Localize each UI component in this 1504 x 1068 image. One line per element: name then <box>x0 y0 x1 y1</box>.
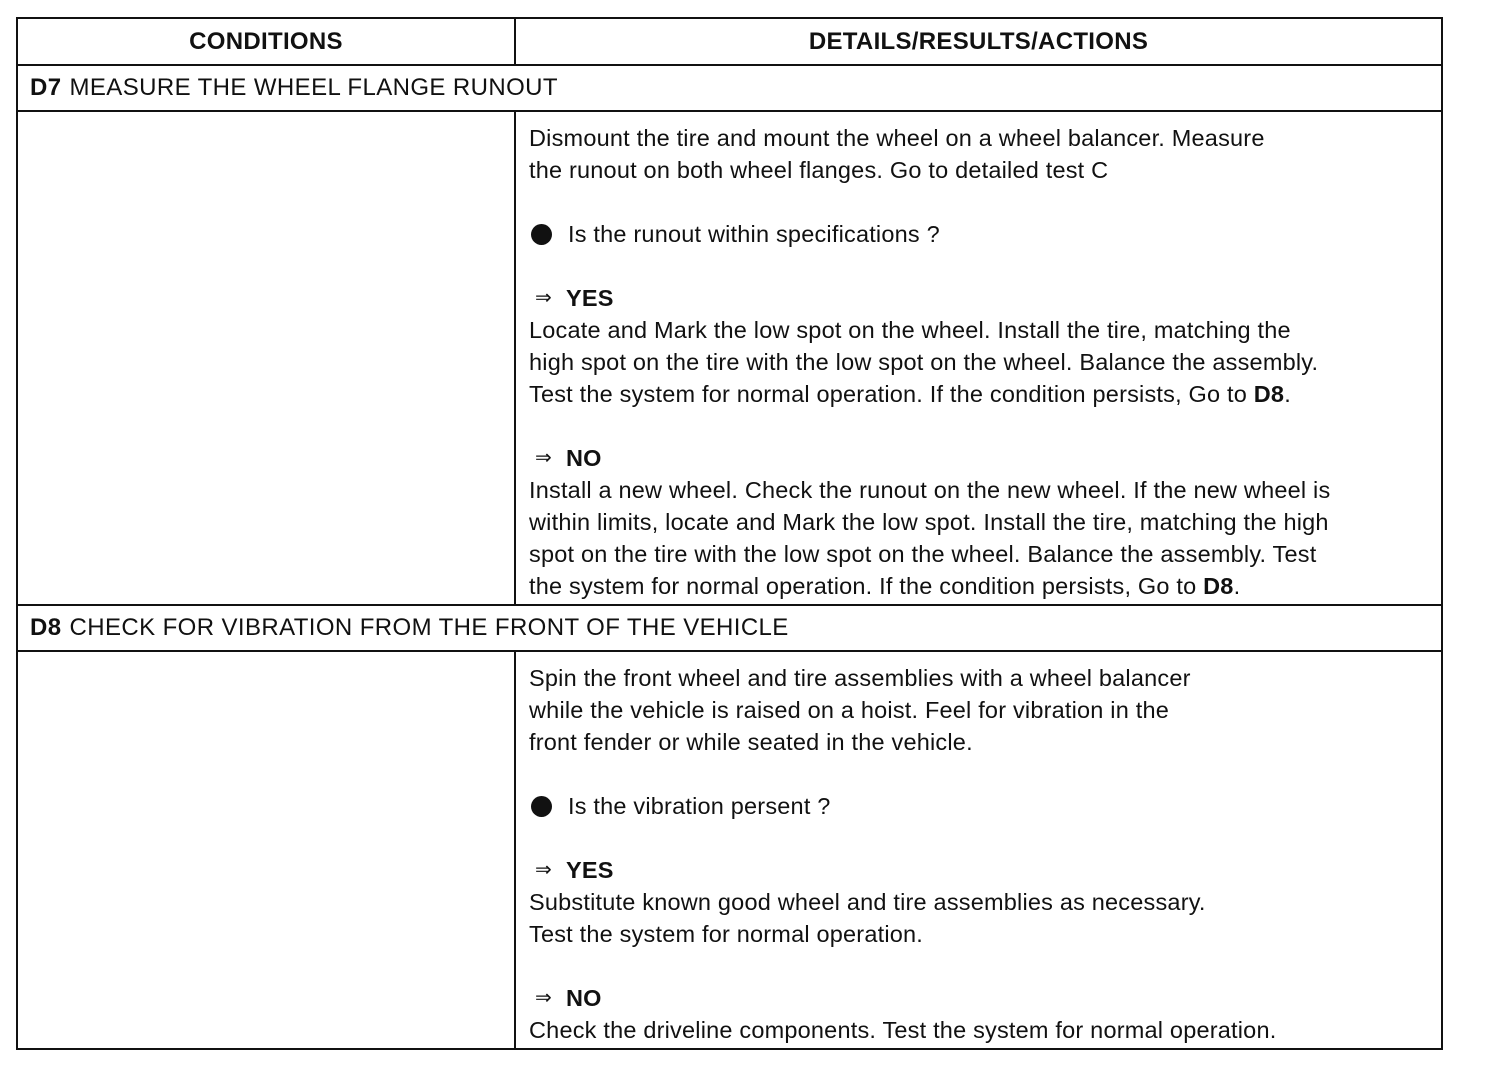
step-reference: D8 <box>1203 573 1234 599</box>
section-heading-d8 <box>18 606 1441 652</box>
no-line: within limits, locate and Mark the low spot. Install the tire, matching the high <box>529 509 1329 535</box>
yes-label: YES <box>565 857 614 883</box>
arrow-icon: ⇒ <box>535 987 552 1009</box>
intro-line: front fender or while seated in the vehicle. <box>529 729 973 755</box>
punctuation: . <box>1233 573 1241 599</box>
step-reference: D8 <box>1253 381 1285 407</box>
no-heading <box>529 442 1429 474</box>
section-body-d7 <box>18 112 1441 606</box>
section-code: D8 <box>30 614 62 641</box>
conditions-header: CONDITIONS <box>18 19 516 64</box>
no-line: spot on the tire with the low spot on the wheel. Balance the assembly. Test <box>529 541 1317 567</box>
intro-line: the runout on both wheel flanges. Go to detailed test C <box>529 157 1109 183</box>
section-title: MEASURE THE WHEEL FLANGE RUNOUT <box>69 74 558 101</box>
section-code: D7 <box>30 74 62 101</box>
yes-line: Test the system for normal operation. <box>529 921 924 947</box>
question <box>529 790 1429 822</box>
yes-heading <box>529 282 1429 314</box>
bullet-icon <box>531 796 552 817</box>
yes-heading <box>529 854 1429 886</box>
yes-line: Locate and Mark the low spot on the wheel. Install the tire, matching the <box>529 317 1291 343</box>
arrow-icon: ⇒ <box>535 287 552 309</box>
yes-label: YES <box>565 285 614 311</box>
arrow-icon: ⇒ <box>535 447 552 469</box>
details-header: DETAILS/RESULTS/ACTIONS <box>808 27 1149 55</box>
arrow-icon: ⇒ <box>535 859 552 881</box>
no-line: Install a new wheel. Check the runout on the new wheel. If the new wheel is <box>529 477 1331 503</box>
yes-line: Substitute known good wheel and tire assemblies as necessary. <box>529 889 1206 915</box>
question-text: Is the runout within specifications ? <box>568 221 940 247</box>
punctuation: . <box>1284 381 1291 407</box>
table-header-row <box>18 19 1441 66</box>
no-label: NO <box>565 985 602 1011</box>
no-line-with-ref <box>529 570 1429 602</box>
details-cell <box>516 652 1441 1048</box>
no-heading <box>529 982 1429 1014</box>
section-title: CHECK FOR VIBRATION FROM THE FRONT OF THE VEHICLE <box>69 614 789 641</box>
intro-line: Dismount the tire and mount the wheel on a wheel balancer. Measure <box>529 125 1265 151</box>
conditions-cell <box>18 112 516 604</box>
no-line: Check the driveline components. Test the system for normal operation. <box>529 1017 1277 1043</box>
no-label: NO <box>565 445 602 471</box>
section-body-d8 <box>18 652 1441 1048</box>
yes-line: high spot on the tire with the low spot on the wheel. Balance the assembly. <box>529 349 1319 375</box>
bullet-icon <box>531 224 552 245</box>
yes-line-with-ref <box>529 378 1429 410</box>
intro-line: Spin the front wheel and tire assemblies with a wheel balancer <box>529 665 1191 691</box>
conditions-cell <box>18 652 516 1048</box>
intro-line: while the vehicle is raised on a hoist. Feel for vibration in the <box>529 697 1169 723</box>
yes-line-text: Test the system for normal operation. If the condition persists, Go to <box>529 381 1254 407</box>
question-text: Is the vibration persent ? <box>568 793 831 819</box>
question <box>529 218 1429 250</box>
details-cell <box>516 112 1441 604</box>
diagnostic-table <box>16 17 1443 1050</box>
no-line-text: the system for normal operation. If the condition persists, Go to <box>529 573 1204 599</box>
section-heading-d7 <box>18 66 1441 112</box>
